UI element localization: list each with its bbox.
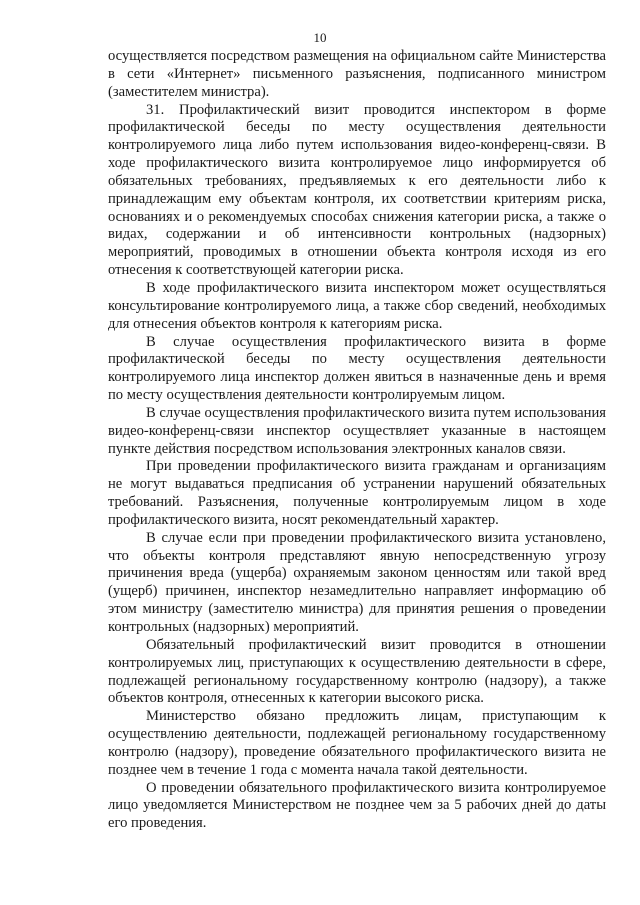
page-number: 10: [313, 30, 327, 45]
paragraph-mandatory-visit: Обязательный профилактический визит проводится в отношении контролируемых лиц, приступающих к осуществлению деятельности в сфере, подлежащей региональному государственному контролю (надзору), а также объектов контроля, отнесенных к категории высокого риска.: [108, 636, 606, 707]
paragraph-onsite-visit: В случае осуществления профилактического визита в форме профилактической беседы по месту осуществления деятельности контролируемого лица инспектор должен явиться в назначенные день и время по месту осуществления деятельности контролируемым лицом.: [108, 333, 606, 404]
paragraph-threat: В случае если при проведении профилактического визита установлено, что объекты контроля представляют явную непосредственную угрозу причинения вреда (ущерба) охраняемым законом ценностям или такой вред (ущерб) причинен, инспектор незамедлительно направляет информацию об этом министру (заместителю министра) для принятия решения о проведении контрольных (надзорных) мероприятий.: [108, 529, 606, 635]
paragraph-video-visit: В случае осуществления профилактического визита путем использования видео-конференц-связи инспектор осуществляет указанные в настоящем пункте действия посредством использования электронных каналов связи.: [108, 404, 606, 457]
paragraph-notification: О проведении обязательного профилактического визита контролируемое лицо уведомляется Министерством не позднее чем за 5 рабочих дней до даты его проведения.: [108, 779, 606, 832]
document-body: [108, 48, 606, 833]
paragraph-consulting: В ходе профилактического визита инспектором может осуществляться консультирование контролируемого лица, а также сбор сведений, необходимых для отнесения объектов контроля к категориям риска.: [108, 279, 606, 332]
paragraph-ministry-obliged: Министерство обязано предложить лицам, приступающим к осуществлению деятельности, подлежащей региональному государственному контролю (надзору), проведение обязательного профилактического визита не позднее чем в течение 1 года с момента начала такой деятельности.: [108, 708, 606, 778]
paragraph-no-orders: При проведении профилактического визита гражданам и организациям не могут выдаваться предписания об устранении нарушений обязательных требований. Разъяснения, полученные контролируемым лицом в ходе профилактического визита, носят рекомендательный характер.: [108, 458, 606, 528]
paragraph-item-31: 31. Профилактический визит проводится инспектором в форме профилактической беседы по месту осуществления деятельности контролируемого лица либо путем использования видео-конференц-связи. В ходе профилактического визита контролируемое лицо информируется об обязательных требованиях, предъявляемых к его деятельности либо к принадлежащим ему объектам контроля, их соответствии критериям риска, основаниях и о рекомендуемых способах снижения категории риска, а также о видах, содержании и об интенсивности контрольных (надзорных) мероприятий, проводимых в отношении объекта контроля исходя из его отнесения к соответствующей категории риска.: [108, 101, 606, 279]
paragraph-continuation: осуществляется посредством размещения на официальном сайте Министерства в сети «Интернет» письменного разъяснения, подписанного министром (заместителем министра).: [108, 48, 606, 100]
